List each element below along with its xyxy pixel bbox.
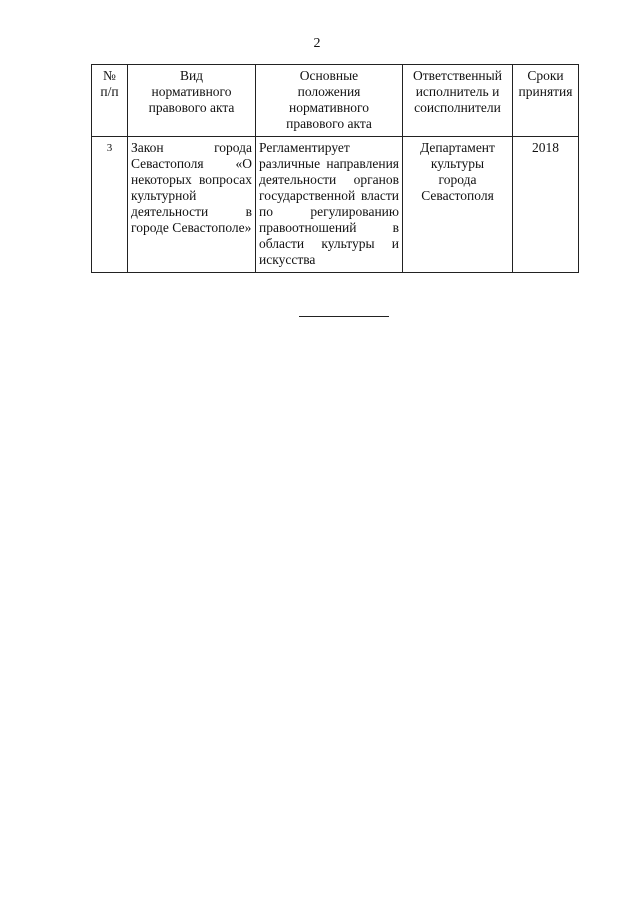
cell-term: 2018 xyxy=(513,137,579,273)
table-row xyxy=(92,137,579,273)
header-provisions: Основные положения нормативного правового акта xyxy=(256,65,403,137)
cell-provisions: Регламентирует различные направления деятельности органов государственной власти по регулированию правоотношений в области культуры и искусства xyxy=(256,137,403,273)
cell-number: 3 xyxy=(92,137,128,273)
header-number: № п/п xyxy=(92,65,128,137)
cell-responsible: Департамент культуры города Севастополя xyxy=(403,137,513,273)
closing-rule-line xyxy=(299,316,389,317)
page-number: 2 xyxy=(313,36,321,51)
header-responsible: Ответственный исполнитель и соисполнители xyxy=(403,65,513,137)
legal-acts-table xyxy=(91,64,579,273)
cell-act-type: Закон города Севастополя «О некоторых вопросах культурной деятельности в городе Севастополе» xyxy=(128,137,256,273)
table-header-row xyxy=(92,65,579,137)
header-term: Сроки принятия xyxy=(513,65,579,137)
header-act-type: Вид нормативного правового акта xyxy=(128,65,256,137)
